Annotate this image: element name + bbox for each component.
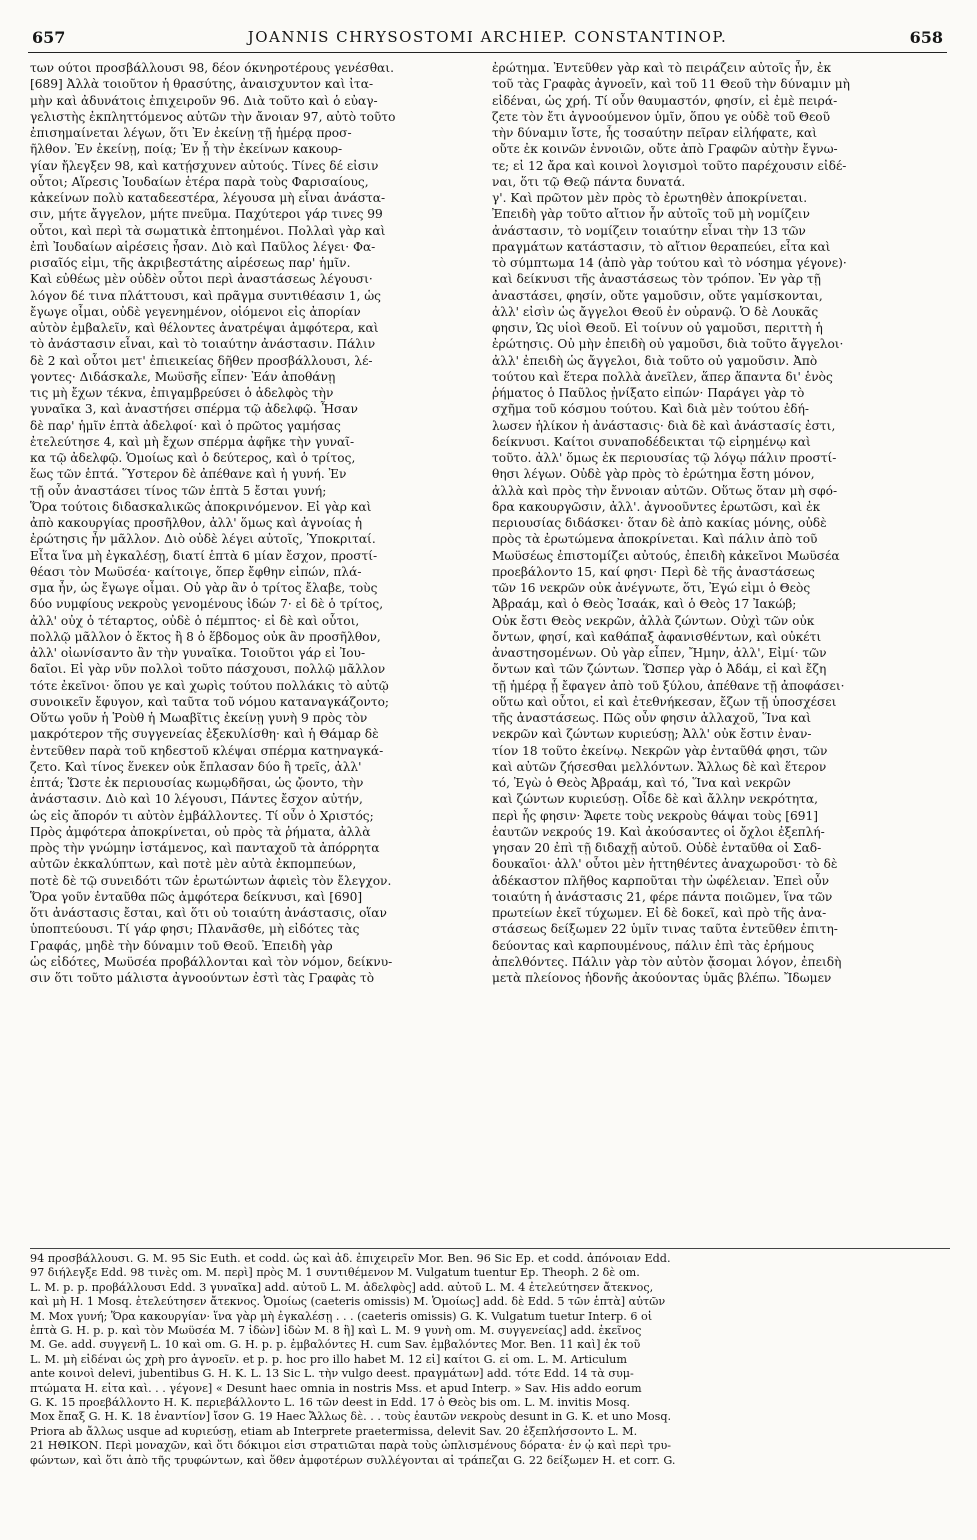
text-line: Ὅρα γοῦν ἐνταῦθα πῶς ἀμφότερα δείκνυσι, καὶ [690]: [30, 889, 363, 904]
text-line: ἕως τῶν ἑπτά. Ὕστερον δὲ ἀπέθανε καὶ ἡ γυνή. Ἐν: [30, 467, 347, 482]
text-line: δρα κακουργῶσιν, ἀλλ'. ἀγνοοῦντες ἐρωτῶσι, καὶ ἐκ: [492, 499, 821, 514]
text-line: σμα ἦν, ὡς ἔγωγε οἶμαι. Οὐ γὰρ ἂν ὁ τρίτος ἔλαβε, τοὺς: [30, 581, 378, 595]
text-line: τὸ σύμπτωμα 14 (ἀπὸ γὰρ τούτου καὶ τὸ νόσημα γέγονε)·: [492, 256, 847, 270]
text-line: ἐπισημαίνεται λέγων, ὅτι Ἐν ἐκείνῃ τῇ ἡμέρᾳ προσ-: [30, 126, 352, 140]
footnote-line: ἑπτὰ G. H. p. p. καὶ τὸν Μωϋσέα M. 7 ἰδὼν] ἰδὼν M. 8 ἢ] καὶ L. M. 9 γυνὴ om. M. συγγενείας] add. ἐκεῖνος: [30, 1324, 642, 1338]
text-line: οὗτοι; Αἵρεσις Ἰουδαίων ἑτέρα παρὰ τοὺς Φαρισαίους,: [30, 174, 369, 189]
text-line: ῆλθον. Ἐν ἐκείνῃ, ποίᾳ; Ἐν ᾗ τὴν ἐκείνων κακουρ-: [30, 142, 343, 157]
page-number-right: 658: [909, 28, 943, 47]
text-line: ἀλλ' εἰσὶν ὡς ἄγγελοι Θεοῦ ἐν οὐρανῷ. Ὁ δὲ Λουκᾶς: [492, 304, 819, 319]
text-line: πραγμάτων κατάστασιν, τὸ αἴτιον θεραπεύει, εἶτα καὶ: [492, 239, 831, 254]
footnote-line: Priora ab ἄλλως usque ad κυριεύσῃ, etiam ab Interprete praetermissa, delevit Sav. 20 ἐξεπλήσσοντο L. M.: [30, 1424, 638, 1438]
footnotes: [30, 1252, 950, 1532]
text-line: σχῆμα τοῦ κόσμου τούτου. Καὶ διὰ μὲν τούτου ἐδή-: [492, 402, 810, 417]
text-line: Ἀβραάμ, καὶ ὁ Θεὸς Ἰσαάκ, καὶ ὁ Θεὸς 17 Ἰακώβ;: [492, 597, 797, 612]
text-line: σιν ὅτι τοῦτο μάλιστα ἀγνοούντων ἐστὶ τὰς Γραφὰς τὸ: [30, 971, 375, 985]
text-line: τίον 18 τοῦτο ἐκείνῳ. Νεκρῶν γὰρ ἐνταῦθά φησι, τῶν: [492, 743, 828, 758]
text-line: ἀνάστασιν, τὸ νομίζειν τοιαύτην εἶναι τὴν 13 τῶν: [492, 223, 806, 238]
text-line: ἑαυτῶν νεκρούς 19. Καὶ ἀκούσαντες οἱ ὄχλοι ἐξεπλή-: [492, 824, 825, 839]
text-line: μακρότερον τῆς συγγενείας ἐξεκυλίσθη· καὶ ἡ Θάμαρ δὲ: [30, 727, 379, 742]
text-line: τὴν δύναμιν ἴστε, ἧς τοσαύτην πεῖραν εἰλήφατε, καὶ: [492, 126, 818, 140]
text-line: ἔγωγε οἶμαι, οὐδὲ γεγενημένον, οἰόμενοι εἰς ἀπορίαν: [30, 304, 361, 319]
text-line: Ἐπειδὴ γὰρ τοῦτο αἴτιον ἦν αὐτοῖς τοῦ μὴ νομίζειν: [492, 207, 810, 222]
text-line: τῆς ἀναστάσεως. Πῶς οὖν φησιν ἀλλαχοῦ, Ἵνα καὶ: [492, 711, 812, 725]
text-line: γ'. Καὶ πρῶτον μὲν πρὸς τὸ ἐρωτηθὲν ἀποκρίνεται.: [492, 191, 808, 205]
footnote-line: φώντων, καὶ ὅτι ἀπὸ τῆς τρυφώντων, καὶ ὅθεν ἀμφοτέρων συλλέγονται αἱ τράπεζαι G. 22 δείξωμεν H. et corr. G.: [30, 1453, 676, 1467]
text-line: αὐτῶν ἐκκαλύπτων, καὶ ποτὲ μὲν αὐτὰ ἐκπομπεύων,: [30, 857, 357, 872]
text-line: ἀπελθόντες. Πάλιν γὰρ τὸν αὐτὸν ᾄσομαι λόγον, ἐπειδὴ: [492, 954, 842, 969]
text-line: στάσεως δείξωμεν 22 ὑμῖν τινας ταῦτα ἐντεῦθεν ἐπιτη-: [492, 922, 838, 937]
text-line: Πρὸς ἀμφότερα ἀποκρίνεται, οὐ πρὸς τὰ ῥήματα, ἀλλὰ: [30, 824, 371, 839]
text-line: Ὅρα τούτοις διδασκαλικῶς ἀποκρινόμενον. Εἰ γὰρ καὶ: [30, 499, 372, 514]
text-line: Γραφάς, μηδὲ τὴν δύναμιν τοῦ Θεοῦ. Ἐπειδὴ γὰρ: [30, 938, 333, 953]
text-line: σιν, μήτε ἄγγελον, μήτε πνεῦμα. Παχύτεροι γάρ τινες 99: [30, 207, 383, 222]
text-line: περιουσίας διδάσκει· ὅταν δὲ ἀπὸ κακίας μόνης, οὐδὲ: [492, 516, 827, 530]
text-line: γελιστὴς ἐκπληττόμενος αὐτῶν τὴν ἄνοιαν 97, αὐτὸ τοῦτο: [30, 109, 396, 124]
text-line: γίαν ἤλεγξεν 98, καὶ κατῄσχυνεν αὐτούς. Τίνες δέ εἰσιν: [30, 158, 379, 173]
text-line: τις μὴ ἔχων τέκνα, ἐπιγαμβρεύσει ὁ ἀδελφὸς τὴν: [30, 386, 334, 400]
text-line: ζετο. Καὶ τίνος ἕνεκεν οὐκ ἔπλασαν δύο ἢ τρεῖς, ἀλλ': [30, 759, 362, 774]
text-line: ἀναστάσει, φησίν, οὔτε γαμοῦσιν, οὔτε γαμίσκονται,: [492, 288, 823, 303]
text-line: τοῦ τὰς Γραφὰς ἀγνοεῖν, καὶ τοῦ 11 Θεοῦ τὴν δύναμιν μὴ: [492, 77, 850, 92]
text-line: ῥήματος ὁ Παῦλος ᾐνίξατο εἰπών· Παράγει γὰρ τὸ: [492, 386, 805, 400]
text-line: ναι, ὅτι τῷ Θεῷ πάντα δυνατά.: [492, 174, 686, 189]
text-line: ὡς εἰδότες, Μωϋσέα προβάλλονται καὶ τὸν νόμον, δείκνυ-: [30, 954, 393, 969]
text-line: τὸ ἀνάστασιν εἶναι, καὶ τὸ τοιαύτην ἀνάστασιν. Πάλιν: [30, 337, 376, 352]
text-line: κἀκείνων πολὺ καταδεεστέρα, λέγουσα μὴ εἶναι ἀνάστα-: [30, 191, 386, 205]
text-line: αὐτὸν ἐμβαλεῖν, καὶ θέλοντες ἀνατρέψαι ἀμφότερα, καὶ: [30, 321, 379, 335]
footnote-line: L. M. p. p. προβάλλουσι Edd. 3 γυναῖκα] add. αὐτοῦ L. M. ἀδελφὸς] add. αὐτοῦ L. M. 4 ἐτελεύτησεν ἄτεκνος,: [30, 1280, 654, 1294]
text-line: δεύοντας καὶ καρπουμένους, πάλιν ἐπὶ τὰς ἐρήμους: [492, 938, 815, 953]
text-line: δαῖοι. Εἰ γὰρ νῦν πολλοὶ τοῦτο πάσχουσι, πολλῷ μᾶλλον: [30, 662, 386, 677]
text-line: ἐπὶ Ἰουδαίων αἱρέσεις ἦσαν. Διὸ καὶ Παῦλος λέγει· Φα-: [30, 239, 376, 254]
text-line: πρὸς τὴν γνώμην ἱστάμενος, καὶ πανταχοῦ τὰ ἀπόρρητα: [30, 841, 380, 855]
text-line: δουκαῖοι· ἀλλ' οὗτοι μὲν ἡττηθέντες ἀναχωροῦσι· τὸ δὲ: [492, 857, 838, 872]
text-line: ζετε τὸν ἔτι ἀγνοούμενον ὑμῖν, ὅπου γε οὐδὲ τοῦ Θεοῦ: [492, 109, 831, 124]
text-line: [689] Ἀλλὰ τοιοῦτον ἡ θρασύτης, ἀναισχυντον καὶ ἰτα-: [30, 77, 374, 92]
text-line: ἐρώτημα. Ἐντεῦθεν γὰρ καὶ τὸ πειράζειν αὐτοῖς ἦν, ἐκ: [492, 61, 832, 75]
text-line: ποτὲ δὲ τῷ συνειδότι τῶν ἐρωτώντων ἀφιεὶς τὸν ἔλεγχον.: [30, 873, 392, 888]
text-line: ὑποπτεύουσι. Τί γάρ φησι; Πλανᾶσθε, μὴ εἰδότες τὰς: [30, 922, 360, 937]
text-line: ὡς εἰς ἄπορόν τι αὐτὸν ἐμβάλλοντες. Τί οὖν ὁ Χριστός;: [30, 808, 374, 823]
page-number-left: 657: [32, 28, 66, 47]
footnote-line: καὶ μὴ H. 1 Mosq. ἐτελεύτησεν ἄτεκνος. Ὁμοίως (caeteris omissis) M. Ὁμοίως] add. δὲ Edd. 5 τῶν ἑπτὰ] αὐτῶν: [30, 1295, 666, 1309]
text-line: ὄντων καὶ τῶν ζώντων. Ὥσπερ γὰρ ὁ Ἀδάμ, εἰ καὶ ἔζη: [492, 662, 827, 677]
text-line: τοῦτο. ἀλλ' ὅμως ἐκ περιουσίας τῷ λόγῳ πάλιν προστί-: [492, 451, 837, 465]
left-text-column: [30, 60, 488, 1243]
text-line: οὕτω καὶ οὗτοι, εἰ καὶ ἐτεθνήκεσαν, ἔζων τῇ ὑποσχέσει: [492, 694, 837, 709]
text-line: ἀνάστασιν. Διὸ καὶ 10 λέγουσι, Πάντες ἔσχον αὐτήν,: [30, 792, 363, 807]
text-line: ἀναστησομένων. Οὐ γὰρ εἶπεν, Ἤμην, ἀλλ', Εἰμί· τῶν: [492, 646, 827, 660]
text-line: καὶ δείκνυσι τῆς ἀναστάσεως τὸν τρόπον. Ἐν γὰρ τῇ: [492, 272, 821, 287]
text-line: γησαν 20 ἐπὶ τῇ διδαχῇ αὐτοῦ. Οὐδὲ ἐνταῦθα οἱ Σαδ-: [492, 841, 822, 855]
text-line: ἀλλ' ἐπειδὴ ὡς ἄγγελοι, διὰ τοῦτο οὐ γαμοῦσιν. Ἀπὸ: [492, 353, 818, 368]
text-line: ὄντων, φησί, καὶ καθάπαξ ἀφανισθέντων, καὶ οὐκέτι: [492, 629, 822, 644]
text-line: προεβάλοντο 15, καί φησι· Περὶ δὲ τῆς ἀναστάσεως: [492, 564, 815, 579]
footnote-line: ante κοινοὶ delevi, jubentibus G. H. K. L. 13 Sic L. τὴν vulgo deest. πραγμάτων] add. τότε Edd. 14 τὰ συμ-: [30, 1367, 634, 1381]
footnote-line: 21 ΗΘΙΚΟΝ. Περὶ μοναχῶν, καὶ ὅτι δόκιμοι εἰσι στρατιῶται παρὰ τοὺς ὡπλισμένους δόρατα· ἐν ᾧ καὶ περὶ τρυ-: [30, 1439, 672, 1453]
text-line: μὴν καὶ ἀδυνάτοις ἐπιχειροῦν 96. Διὰ τοῦτο καὶ ὁ εὐαγ-: [30, 93, 378, 108]
text-line: ἀπὸ κακουργίας προσῆλθον, ἀλλ' ὅμως καὶ ἀγνοίας ἡ: [30, 516, 363, 530]
text-line: λωσεν ἡλίκον ἡ ἀνάστασις· διὰ δὲ καὶ ἀνάστασίς ἐστι,: [492, 418, 836, 433]
text-line: τε; εἰ 12 ἄρα καὶ κοινοὶ λογισμοὶ τοῦτο παρέχουσιν εἰδέ-: [492, 158, 847, 173]
footnote-line: M. Mox γυνή; Ὅρα κακουργίαν· ἵνα γὰρ μὴ ἐγκαλέσῃ . . . (caeteris omissis) G. K. Vulgatum tuetur Interp. 6 οἱ: [30, 1309, 653, 1323]
text-line: Εἶτα ἵνα μὴ ἐγκαλέσῃ, διατί ἑπτὰ 6 μίαν ἔσχον, προστί-: [30, 548, 378, 563]
text-line: εἰδέναι, ὡς χρή. Τί οὖν θαυμαστόν, φησίν, εἰ ἐμὲ πειρά-: [492, 93, 838, 108]
text-line: περὶ ἧς φησιν· Ἄφετε τοὺς νεκροὺς θάψαι τοὺς [691]: [492, 808, 819, 823]
text-line: τῶν 16 νεκρῶν οὐκ ἀνέγνωτε, ὅτι, Ἐγώ εἰμι ὁ Θεὸς: [492, 581, 811, 595]
footnote-line: 97 διήλεγξε Edd. 98 τινὲς om. M. περὶ] πρὸς M. 1 συντιθέμενον M. Vulgatum tuentur Ep. Theoph. 2 δὲ om.: [30, 1266, 640, 1280]
text-line: δύο νυμφίους νεκροὺς γενομένους ἰδών 7· εἰ δὲ ὁ τρίτος,: [30, 597, 384, 612]
text-line: πρὸς τὰ ἐρωτώμενα ἀποκρίνεται. Καὶ πάλιν ἀπὸ τοῦ: [492, 532, 818, 547]
footnote-line: πτώματα H. εἶτα καὶ. . . γέγονε] « Desunt haec omnia in nostris Mss. et apud Interp. » Sav. His addo eorum: [30, 1381, 642, 1395]
text-line: ἀλλ' οὐχ ὁ τέταρτος, οὐδὲ ὁ πέμπτος· εἰ δὲ καὶ οὗτοι,: [30, 613, 360, 628]
text-line: ἐρώτησις ἦν μᾶλλον. Διὸ οὐδὲ λέγει αὐτοῖς, Ὑποκριταί.: [30, 532, 376, 547]
text-line: πολλῷ μᾶλλον ὁ ἕκτος ἢ 8 ὁ ἕβδομος οὐκ ἂν προσῆλθον,: [30, 629, 381, 644]
text-line: κα τῷ ἀδελφῷ. Ὁμοίως καὶ ὁ δεύτερος, καὶ ὁ τρίτος,: [30, 451, 356, 465]
text-line: ὅτι ἀνάστασις ἔσται, καὶ ὅτι οὐ τοιαύτη ἀνάστασις, οἵαν: [30, 906, 387, 920]
text-line: γοντες· Διδάσκαλε, Μωϋσῆς εἶπεν· Ἐάν ἀποθάνῃ: [30, 369, 336, 384]
running-title: JOANNIS CHRYSOSTOMI ARCHIEP. CONSTANTINOP.: [247, 28, 728, 46]
text-line: ἐντεῦθεν παρὰ τοῦ κηδεστοῦ κλέψαι σπέρμα κατηναγκά-: [30, 743, 384, 758]
text-line: δὲ παρ' ἡμῖν ἑπτὰ ἀδελφοί· καὶ ὁ πρῶτος γαμήσας: [30, 418, 341, 433]
text-line: τῇ οὖν ἀναστάσει τίνος τῶν ἑπτὰ 5 ἔσται γυνή;: [30, 483, 327, 498]
right-text-column: [492, 60, 950, 1243]
footnote-line: L. M. μὴ εἰδέναι ὡς χρὴ pro ἀγνοεῖν. et p. p. hoc pro illo habet M. 12 εἰ] καίτοι G. εἰ om. L. M. Articulum: [30, 1352, 627, 1366]
text-line: γυναῖκα 3, καὶ ἀναστήσει σπέρμα τῷ ἀδελφῷ. Ἦσαν: [30, 402, 358, 417]
footnote-line: G. K. 15 προεβάλλοντο H. K. περιεβάλλοντο L. 16 τῶν deest in Edd. 17 ὁ Θεὸς bis om. L. M. invitis Mosq.: [30, 1396, 631, 1410]
text-line: ἑπτά; Ὥστε ἐκ περιουσίας κωμῳδῆσαι, ὡς ᾤοντο, τὴν: [30, 776, 364, 790]
text-line: οὗτοι, καὶ περὶ τὰ σωματικὰ ἐπτοημένοι. Πολλαὶ γὰρ καὶ: [30, 223, 386, 238]
text-line: οὔτε ἐκ κοινῶν ἐννοιῶν, οὔτε ἀπὸ Γραφῶν αὐτὴν ἔγνω-: [492, 142, 838, 157]
text-line: ρισαῖός εἰμι, τῆς ἀκριβεστάτης αἱρέσεως παρ' ἡμῖν.: [30, 256, 351, 270]
running-header: [28, 22, 947, 53]
text-line: πρωτείων ἐκεῖ τύχωμεν. Εἰ δὲ δοκεῖ, καὶ πρὸ τῆς ἀνα-: [492, 906, 827, 920]
text-line: θησι λέγων. Οὐδὲ γὰρ πρὸς τὸ ἐρώτημα ἔστη μόνον,: [492, 467, 815, 482]
text-line: ἀλλ' οἰωνίσαντο ἂν τὴν γυναῖκα. Τοιοῦτοι γάρ εἰ Ἰου-: [30, 646, 366, 660]
text-line: φησιν, Ὡς υἱοὶ Θεοῦ. Εἰ τοίνυν οὐ γαμοῦσι, περιττὴ ἡ: [492, 321, 823, 335]
footnote-divider: [30, 1248, 950, 1249]
text-line: νεκρῶν καὶ ζώντων κυριεύσῃ; Ἀλλ' οὐκ ἔστιν ἐναν-: [492, 727, 812, 742]
text-line: μετὰ πλείονος ἡδονῆς ἀκούοντας ὑμᾶς βλέπω. Ἴδωμεν: [492, 971, 832, 985]
text-line: τούτου καὶ ἕτερα πολλὰ ἀνεῖλεν, ἅπερ ἅπαντα δι' ἑνὸς: [492, 369, 833, 384]
text-line: ἀλλὰ καὶ πρὸς τὴν ἔννοιαν αὐτῶν. Οὕτως ὅταν μὴ σφό-: [492, 483, 838, 498]
footnote-line: Mox ἔπαξ G. H. K. 18 ἐναντίον] ἴσον G. 19 Haec Ἄλλως δὲ. . . τοὺς ἑαυτῶν νεκροὺς desunt in G. K. et uno Mosq.: [30, 1410, 672, 1424]
text-line: δείκνυσι. Καίτοι συναποδέδεικται τῷ εἰρημένῳ καὶ: [492, 434, 811, 449]
text-line: τότε ἐκεῖνοι· ὅπου γε καὶ χωρὶς τούτου πολλάκις τὸ αὐτῷ: [30, 678, 389, 693]
text-line: τῇ ἡμέρᾳ ᾗ ἔφαγεν ἀπὸ τοῦ ξύλου, ἀπέθανε τῇ ἀποφάσει·: [492, 678, 845, 693]
text-line: τοιαύτη ἡ ἀνάστασις 21, φέρε πάντα ποιῶμεν, ἵνα τῶν: [492, 889, 833, 904]
text-line: Οὕτω γοῦν ἡ Ῥοὺθ ἡ Μωαβῖτις ἐκείνῃ γυνὴ 9 πρὸς τὸν: [30, 711, 368, 725]
text-line: δὲ 2 καὶ οὗτοι μετ' ἐπιεικείας δῆθεν προσβάλλουσι, λέ-: [30, 353, 373, 368]
text-line: καὶ αὐτῶν ζήσεσθαι μελλόντων. Ἄλλως δὲ καὶ ἕτερον: [492, 759, 827, 774]
text-line: Μωϋσέως ἐπιστομίζει αὐτούς, ἐπειδὴ κἀκεῖνοι Μωϋσέα: [492, 548, 840, 563]
footnote-line: 94 προσβάλλουσι. G. M. 95 Sic Euth. et codd. ὡς καὶ ἀδ. ἐπιχειρεῖν Mor. Ben. 96 Sic Ep. et codd. ἀπόνοιαν Edd.: [30, 1252, 671, 1265]
text-line: θέασι τὸν Μωϋσέα· καίτοιγε, ὅπερ ἔφθην εἰπών, πλά-: [30, 564, 362, 579]
text-line: ἀδέκαστον πλῆθος καρποῦται τὴν ὠφέλειαν. Ἐπεὶ οὖν: [492, 873, 830, 888]
text-line: Καὶ εὐθέως μὲν οὐδὲν οὗτοι περὶ ἀναστάσεως λέγουσι·: [30, 272, 373, 287]
text-line: συνοικεῖν ἔφυγον, καὶ ταῦτα τοῦ νόμου καταναγκάζοντο;: [30, 694, 390, 709]
text-line: τό, Ἐγὼ ὁ Θεὸς Ἀβραάμ, καὶ τό, Ἵνα καὶ νεκρῶν: [492, 776, 791, 790]
text-line: ἐτελεύτησε 4, καὶ μὴ ἔχων σπέρμα ἀφῆκε τὴν γυναῖ-: [30, 434, 355, 449]
text-line: Οὐκ ἔστι Θεὸς νεκρῶν, ἀλλὰ ζώντων. Οὐχὶ τῶν οὐκ: [492, 613, 815, 628]
text-line: των ούτοι προσβάλλουσι 98, δέον όκνηροτέρους γενέσθαι.: [30, 61, 394, 75]
text-line: καὶ ζώντων κυριεύσῃ. Οἶδε δὲ καὶ ἄλλην νεκρότητα,: [492, 792, 819, 807]
text-line: λόγον δέ τινα πλάττουσι, καὶ πρᾶγμα συντιθέασιν 1, ὡς: [30, 288, 381, 303]
text-line: ἐρώτησις. Οὐ μὴν ἐπειδὴ οὐ γαμοῦσι, διὰ τοῦτο ἄγγελοι·: [492, 337, 844, 352]
footnote-line: M. Ge. add. συγγενῆ L. 10 καὶ om. G. H. p. p. ἐμβαλόντες H. cum Sav. ἐμβαλόντες Mor. Ben. 11 καὶ] ἐκ τοῦ: [30, 1338, 641, 1352]
